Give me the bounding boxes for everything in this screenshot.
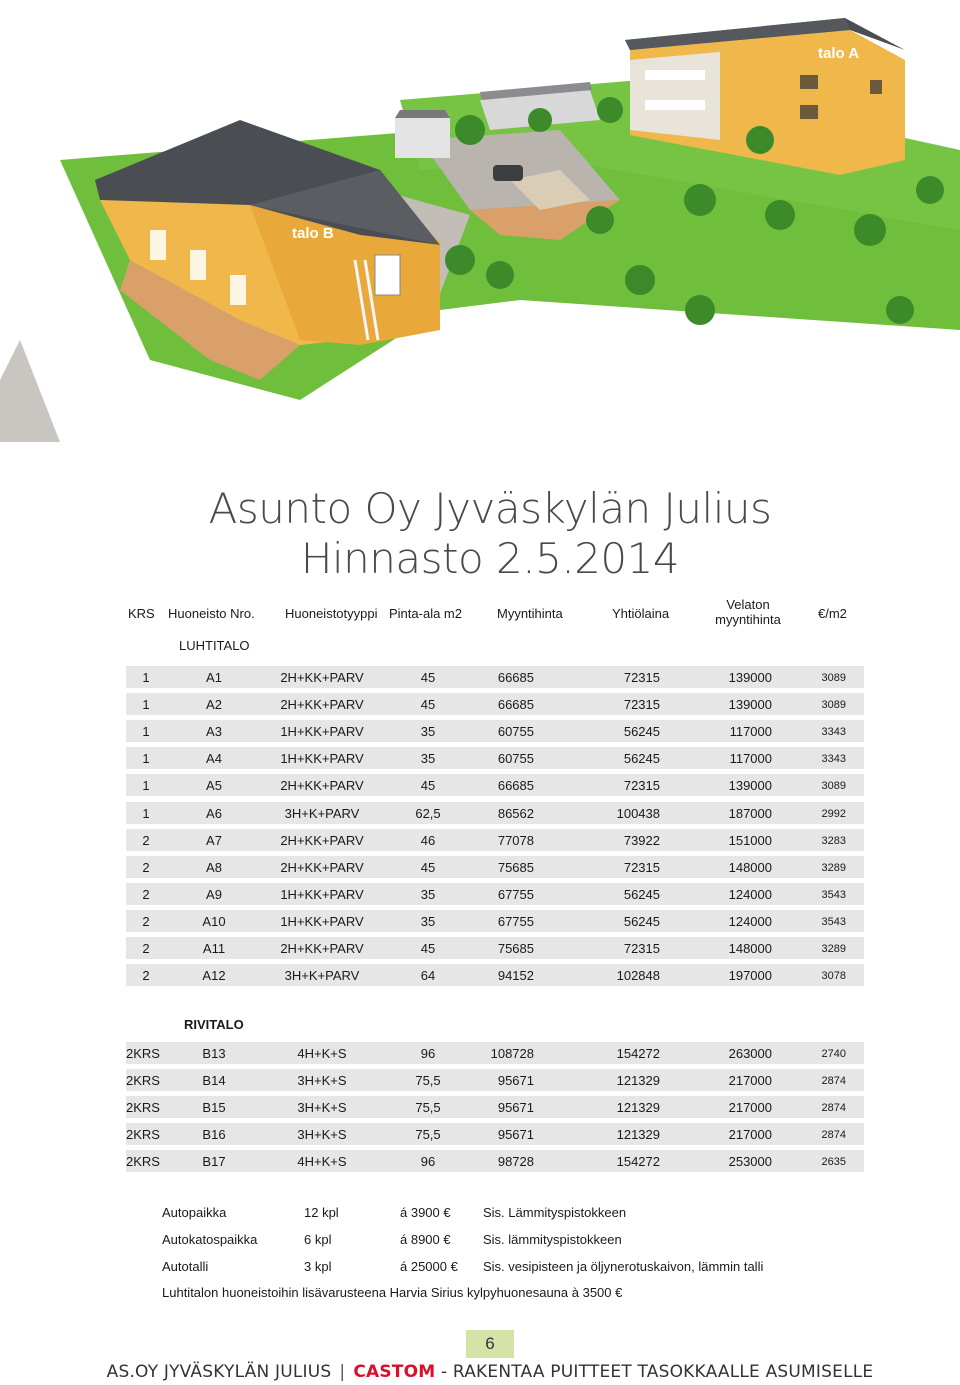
- extra-price: á 25000 €: [400, 1259, 458, 1274]
- cell-yhtiolaina: 56245: [623, 724, 660, 740]
- table-row: [126, 856, 864, 878]
- cell-per-m2: 2874: [821, 1102, 846, 1115]
- cell-myyntihinta: 94152: [497, 968, 534, 984]
- section-rivitalo: RIVITALO: [184, 1017, 244, 1032]
- cell-huoneisto: B14: [202, 1073, 226, 1089]
- price-list-date: Hinnasto 2.5.2014: [300, 534, 680, 583]
- cell-yhtiolaina: 154272: [616, 1154, 660, 1170]
- cell-velaton: 187000: [728, 805, 772, 821]
- cell-tyyppi: 3H+K+PARV: [284, 805, 360, 821]
- table-row: [126, 910, 864, 932]
- cell-yhtiolaina: 56245: [623, 886, 660, 902]
- cell-myyntihinta: 77078: [497, 832, 534, 848]
- cell-velaton: 151000: [728, 832, 772, 848]
- cell-tyyppi: 2H+KK+PARV: [280, 778, 364, 794]
- cell-per-m2: 3543: [821, 915, 846, 928]
- cell-pinta-ala: 35: [420, 886, 436, 902]
- header-huoneisto: Huoneisto Nro.: [168, 606, 255, 621]
- cell-pinta-ala: 96: [420, 1154, 436, 1170]
- cell-pinta-ala: 46: [420, 832, 436, 848]
- cell-velaton: 117000: [729, 751, 772, 767]
- cell-huoneisto: A8: [206, 859, 222, 875]
- cell-krs: 1: [142, 751, 150, 767]
- cell-pinta-ala: 64: [420, 968, 436, 984]
- extra-note: Sis. Lämmityspistokkeen: [483, 1205, 627, 1220]
- cell-yhtiolaina: 72315: [623, 697, 660, 713]
- cell-velaton: 217000: [728, 1100, 772, 1116]
- cell-velaton: 117000: [729, 724, 772, 740]
- cell-per-m2: 3343: [821, 726, 846, 739]
- cell-velaton: 263000: [728, 1046, 772, 1061]
- document-title: Asunto Oy Jyväskylän Julius: [208, 484, 772, 533]
- cell-yhtiolaina: 121329: [616, 1127, 660, 1143]
- cell-velaton: 148000: [728, 859, 772, 875]
- cell-tyyppi: 1H+KK+PARV: [280, 913, 364, 929]
- cell-huoneisto: A10: [202, 913, 226, 929]
- cell-myyntihinta: 95671: [497, 1073, 534, 1089]
- cell-myyntihinta: 66685: [497, 778, 534, 794]
- table-row: [126, 883, 864, 905]
- cell-myyntihinta: 66685: [497, 670, 534, 685]
- table-row: [126, 829, 864, 851]
- cell-velaton: 139000: [728, 697, 772, 713]
- cell-tyyppi: 1H+KK+PARV: [280, 886, 364, 902]
- cell-pinta-ala: 35: [420, 913, 436, 929]
- footer-company: AS.OY JYVÄSKYLÄN JULIUS: [106, 1362, 332, 1382]
- cell-krs: 2: [142, 968, 150, 984]
- table-row: [126, 693, 864, 715]
- cell-huoneisto: A9: [206, 886, 222, 902]
- cell-huoneisto: A1: [206, 670, 222, 685]
- cell-myyntihinta: 98728: [497, 1154, 534, 1170]
- cell-pinta-ala: 96: [420, 1046, 436, 1061]
- cell-tyyppi: 2H+KK+PARV: [280, 670, 364, 685]
- cell-tyyppi: 1H+KK+PARV: [280, 724, 364, 740]
- cell-myyntihinta: 95671: [497, 1100, 534, 1116]
- cell-per-m2: 3289: [821, 861, 846, 874]
- extra-price: á 8900 €: [400, 1232, 451, 1247]
- sauna-note: Luhtitalon huoneistoihin lisävarusteena Harvia Sirius kylpyhuonesauna à 3500 €: [162, 1285, 623, 1300]
- cell-velaton: 197000: [728, 968, 772, 984]
- label-talo-a: talo A: [818, 45, 860, 62]
- cell-yhtiolaina: 100438: [616, 805, 660, 821]
- header-myyntihinta: Myyntihinta: [497, 606, 563, 621]
- cell-per-m2: 2740: [821, 1048, 846, 1060]
- table-row: [126, 666, 864, 688]
- cell-per-m2: 3089: [821, 672, 846, 684]
- cell-yhtiolaina: 72315: [623, 941, 660, 956]
- section-luhtitalo: LUHTITALO: [179, 638, 250, 653]
- extra-qty: 3 kpl: [304, 1259, 332, 1274]
- footer-slogan: - RAKENTAA PUITTEET TASOKKAALLE ASUMISELLE: [435, 1362, 874, 1382]
- cell-tyyppi: 3H+K+S: [297, 1100, 347, 1116]
- cell-krs: 1: [142, 805, 150, 821]
- cell-krs: 2: [142, 886, 150, 902]
- cell-pinta-ala: 45: [420, 697, 436, 713]
- cell-tyyppi: 2H+KK+PARV: [280, 832, 364, 848]
- table-row: [126, 1069, 864, 1091]
- extra-name: Autopaikka: [162, 1205, 227, 1220]
- table-row: [126, 1150, 864, 1172]
- cell-huoneisto: A3: [206, 724, 222, 740]
- cell-myyntihinta: 67755: [497, 913, 534, 929]
- cell-per-m2: 3089: [821, 780, 846, 793]
- table-row: [126, 964, 864, 986]
- table-row: [126, 802, 864, 824]
- cell-krs: 2: [142, 913, 150, 929]
- cell-velaton: 139000: [728, 778, 772, 794]
- header-pinta-ala: Pinta-ala m2: [389, 606, 462, 621]
- cell-krs: 2KRS: [126, 1154, 160, 1170]
- cell-velaton: 124000: [728, 913, 772, 929]
- header-per-m2: €/m2: [818, 606, 847, 621]
- footer: [0, 1362, 960, 1382]
- cell-per-m2: 3289: [821, 943, 846, 955]
- cell-velaton: 139000: [728, 670, 772, 685]
- cell-per-m2: 3078: [821, 970, 846, 983]
- extra-qty: 6 kpl: [304, 1232, 332, 1247]
- cell-pinta-ala: 45: [420, 859, 436, 875]
- cell-myyntihinta: 75685: [497, 941, 534, 956]
- cell-tyyppi: 2H+KK+PARV: [280, 859, 364, 875]
- footer-brand: CASTOM: [353, 1362, 436, 1382]
- header-velaton: [700, 597, 796, 627]
- cell-myyntihinta: 67755: [497, 886, 534, 902]
- cell-pinta-ala: 35: [420, 724, 436, 740]
- cell-per-m2: 2992: [821, 807, 846, 820]
- architectural-rendering: [0, 0, 960, 442]
- cell-myyntihinta: 86562: [497, 805, 534, 821]
- extra-note: Sis. lämmityspistokkeen: [483, 1232, 622, 1247]
- extra-name: Autokatospaikka: [162, 1232, 258, 1247]
- cell-yhtiolaina: 154272: [616, 1046, 660, 1061]
- cell-tyyppi: 4H+K+S: [297, 1046, 347, 1061]
- table-row: [126, 774, 864, 796]
- cell-myyntihinta: 75685: [497, 859, 534, 875]
- cell-myyntihinta: 95671: [497, 1127, 534, 1143]
- table-row: [126, 720, 864, 742]
- cell-krs: 2KRS: [126, 1046, 160, 1061]
- cell-yhtiolaina: 72315: [623, 859, 660, 875]
- cell-huoneisto: A11: [202, 941, 226, 956]
- cell-krs: 2: [142, 832, 150, 848]
- cell-yhtiolaina: 102848: [616, 968, 660, 984]
- cell-krs: 2KRS: [126, 1127, 160, 1143]
- table-row: [126, 937, 864, 959]
- cell-yhtiolaina: 121329: [616, 1073, 660, 1089]
- cell-per-m2: 2874: [821, 1075, 846, 1088]
- cell-huoneisto: B16: [202, 1127, 226, 1143]
- cell-krs: 2: [142, 941, 150, 956]
- cell-myyntihinta: 60755: [497, 724, 534, 740]
- cell-pinta-ala: 35: [420, 751, 436, 767]
- cell-tyyppi: 4H+K+S: [297, 1154, 347, 1170]
- cell-huoneisto: A2: [206, 697, 222, 713]
- cell-krs: 1: [142, 697, 150, 713]
- page-number: 6: [466, 1330, 514, 1358]
- cell-pinta-ala: 75,5: [415, 1100, 441, 1116]
- cell-yhtiolaina: 121329: [616, 1100, 660, 1116]
- cell-per-m2: 3089: [821, 699, 846, 712]
- table-row: [126, 1096, 864, 1118]
- table-row: [126, 1123, 864, 1145]
- cell-huoneisto: A5: [206, 778, 222, 794]
- table-row: [126, 1042, 864, 1064]
- cell-pinta-ala: 62,5: [415, 805, 441, 821]
- cell-per-m2: 3343: [821, 753, 846, 766]
- cell-velaton: 253000: [728, 1154, 772, 1170]
- cell-yhtiolaina: 56245: [623, 913, 660, 929]
- cell-myyntihinta: 108728: [490, 1046, 534, 1061]
- cell-tyyppi: 3H+K+S: [297, 1073, 347, 1089]
- header-velaton-line1: Velaton: [726, 597, 770, 612]
- cell-pinta-ala: 75,5: [415, 1127, 441, 1143]
- cell-per-m2: 2635: [821, 1156, 846, 1169]
- cell-krs: 2: [142, 859, 150, 875]
- cell-huoneisto: B13: [202, 1046, 226, 1061]
- cell-yhtiolaina: 73922: [623, 832, 660, 848]
- cell-tyyppi: 2H+KK+PARV: [280, 941, 364, 956]
- cell-pinta-ala: 75,5: [415, 1073, 441, 1089]
- extra-price: á 3900 €: [400, 1205, 451, 1220]
- footer-separator: |: [339, 1362, 346, 1382]
- cell-velaton: 217000: [728, 1127, 772, 1143]
- cell-huoneisto: A12: [202, 968, 226, 984]
- cell-krs: 2KRS: [126, 1100, 160, 1116]
- extra-note: Sis. vesipisteen ja öljynerotuskaivon, lämmin talli: [483, 1259, 764, 1274]
- cell-per-m2: 2874: [821, 1129, 846, 1142]
- cell-huoneisto: A6: [206, 805, 222, 821]
- label-talo-b: talo B: [292, 225, 334, 242]
- header-tyyppi: Huoneistotyyppi: [285, 606, 378, 621]
- cell-pinta-ala: 45: [420, 941, 436, 956]
- cell-tyyppi: 1H+KK+PARV: [280, 751, 364, 767]
- cell-tyyppi: 3H+K+PARV: [284, 968, 360, 984]
- cell-velaton: 217000: [728, 1073, 772, 1089]
- cell-myyntihinta: 60755: [497, 751, 534, 767]
- cell-krs: 1: [142, 778, 150, 794]
- extra-qty: 12 kpl: [304, 1205, 339, 1220]
- header-velaton-line2: myyntihinta: [715, 612, 781, 627]
- cell-pinta-ala: 45: [420, 670, 436, 685]
- cell-huoneisto: B15: [202, 1100, 226, 1116]
- cell-tyyppi: 2H+KK+PARV: [280, 697, 364, 713]
- table-row: [126, 747, 864, 769]
- cell-huoneisto: B17: [202, 1154, 226, 1170]
- cell-yhtiolaina: 72315: [623, 670, 660, 685]
- header-yhtiolaina: Yhtiölaina: [612, 606, 670, 621]
- cell-huoneisto: A4: [206, 751, 222, 767]
- cell-myyntihinta: 66685: [497, 697, 534, 713]
- cell-velaton: 148000: [728, 941, 772, 956]
- cell-yhtiolaina: 56245: [623, 751, 660, 767]
- cell-yhtiolaina: 72315: [623, 778, 660, 794]
- cell-tyyppi: 3H+K+S: [297, 1127, 347, 1143]
- cell-per-m2: 3543: [821, 888, 846, 901]
- header-krs: KRS: [128, 606, 155, 621]
- cell-krs: 1: [142, 670, 150, 685]
- cell-per-m2: 3283: [821, 834, 846, 847]
- cell-krs: 2KRS: [126, 1073, 160, 1089]
- cell-krs: 1: [142, 724, 150, 740]
- cell-huoneisto: A7: [206, 832, 222, 848]
- extra-name: Autotalli: [162, 1259, 209, 1274]
- cell-velaton: 124000: [728, 886, 772, 902]
- site-plan-illustration: [0, 0, 960, 442]
- cell-pinta-ala: 45: [420, 778, 436, 794]
